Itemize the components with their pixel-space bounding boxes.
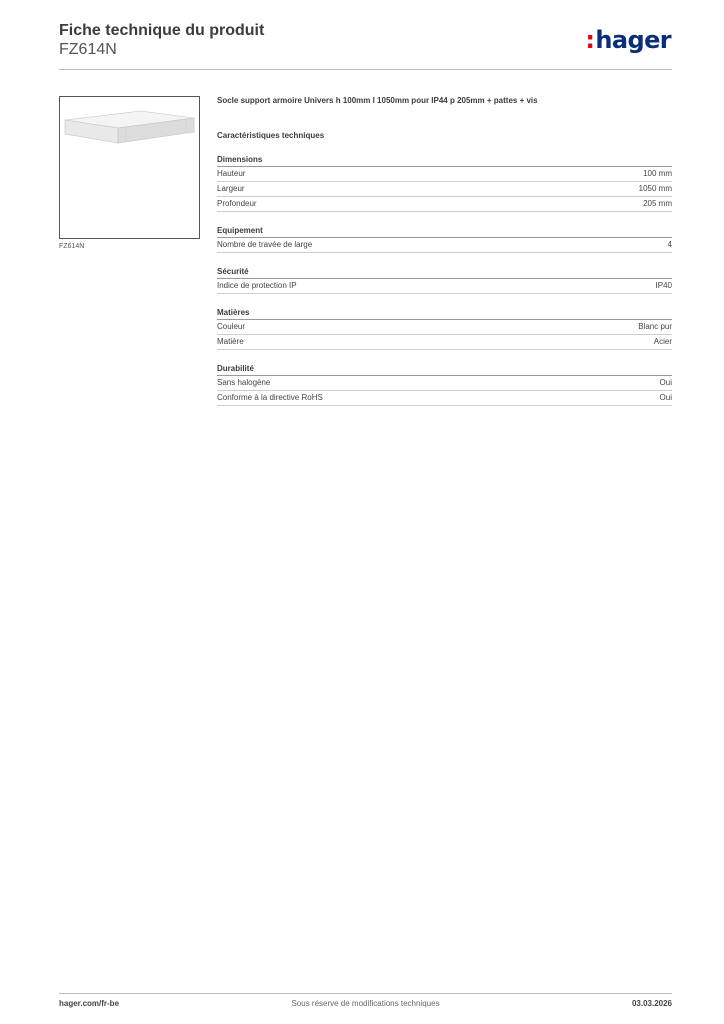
spec-value: 4 xyxy=(667,240,672,249)
header-divider xyxy=(59,69,672,70)
hager-logo xyxy=(585,26,671,54)
section-title: Durabilité xyxy=(217,362,672,376)
spec-label: Largeur xyxy=(217,184,245,193)
section-title: Matières xyxy=(217,306,672,320)
spec-content xyxy=(217,94,672,406)
footer-website-link[interactable]: hager.com/fr-be xyxy=(59,999,120,1008)
spec-value: Oui xyxy=(659,378,672,387)
cabinet-base-illustration xyxy=(60,97,199,238)
spec-label: Profondeur xyxy=(217,199,257,208)
section-security xyxy=(217,265,672,294)
spec-row xyxy=(217,182,672,197)
spec-value: Acier xyxy=(653,337,672,346)
spec-label: Sans halogène xyxy=(217,378,271,387)
product-reference: FZ614N xyxy=(59,41,117,58)
spec-row xyxy=(217,167,672,182)
section-dimensions xyxy=(217,153,672,212)
spec-row xyxy=(217,279,672,294)
section-title: Dimensions xyxy=(217,153,672,167)
spec-value: 205 mm xyxy=(643,199,672,208)
section-title: Equipement xyxy=(217,224,672,238)
image-caption: FZ614N xyxy=(59,243,85,250)
footer-divider xyxy=(59,993,672,994)
spec-row xyxy=(217,376,672,391)
section-materials xyxy=(217,306,672,350)
section-durability xyxy=(217,362,672,406)
spec-row xyxy=(217,391,672,406)
product-description: Socle support armoire Univers h 100mm l 1050mm pour IP44 p 205mm + pattes + vis xyxy=(217,96,538,105)
spec-row xyxy=(217,238,672,253)
characteristics-heading: Caractéristiques techniques xyxy=(217,131,325,140)
logo-text: hager xyxy=(595,26,671,54)
spec-row xyxy=(217,335,672,350)
spec-row xyxy=(217,197,672,212)
footer-date: 03.03.2026 xyxy=(631,999,672,1008)
page-title: Fiche technique du produit xyxy=(59,22,265,39)
footer-notice: Sous réserve de modifications techniques xyxy=(291,999,440,1008)
spec-label: Nombre de travée de large xyxy=(217,240,313,249)
spec-label: Conforme à la directive RoHS xyxy=(217,393,323,402)
spec-value: Oui xyxy=(659,393,672,402)
spec-value: 1050 mm xyxy=(638,184,672,193)
spec-row xyxy=(217,320,672,335)
logo-dots-icon: : xyxy=(585,26,595,54)
spec-label: Matière xyxy=(217,337,244,346)
section-title: Sécurité xyxy=(217,265,672,279)
product-image xyxy=(59,96,200,239)
spec-value: Blanc pur xyxy=(638,322,672,331)
spec-value: IP40 xyxy=(655,281,672,290)
spec-label: Hauteur xyxy=(217,169,246,178)
spec-label: Couleur xyxy=(217,322,246,331)
spec-label: Indice de protection IP xyxy=(217,281,297,290)
spec-value: 100 mm xyxy=(643,169,672,178)
section-equipment xyxy=(217,224,672,253)
